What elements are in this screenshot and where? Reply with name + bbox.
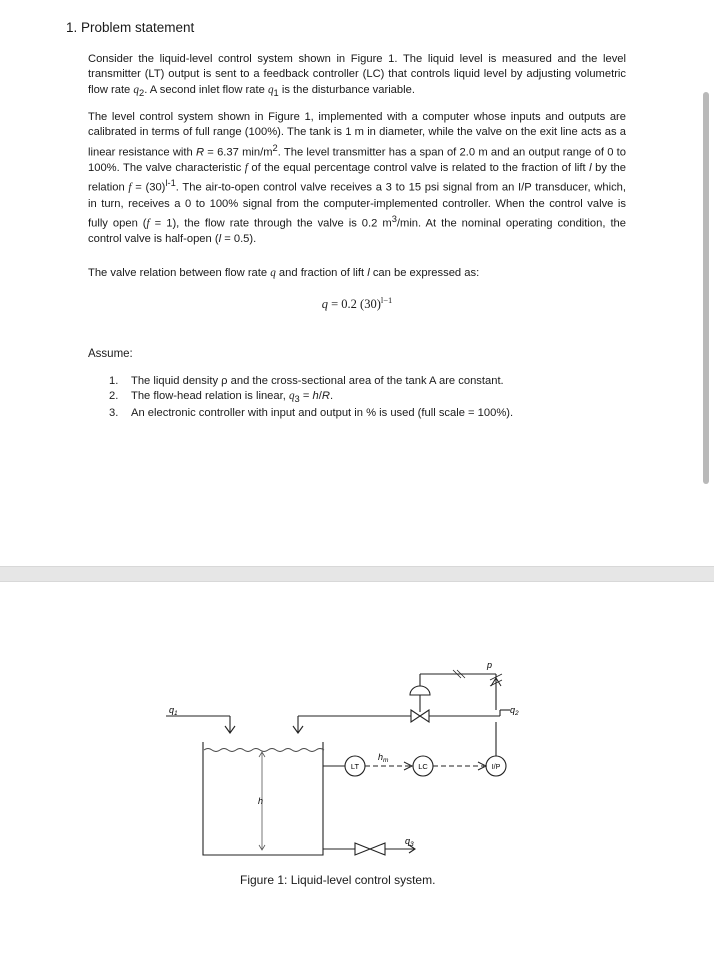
q2-label: $q_2$ <box>510 705 519 717</box>
section-heading: 1. Problem statement <box>66 20 195 35</box>
paragraph-system-description: The level control system shown in Figure 1, implemented with a computer whose inputs and outputs are calibrated in terms of full range (100%). The tank is 1 m in diameter, while the valve on the exit line acts as a linear resistance with R = 6.37 $\min/m^2$. The level transmitter has a span of 2.0 m and an output range of 0 to 100%. The valve characteristic f of the equal percentage control valve is related to the fraction of lift l by the relation $f = (30)^{l-1}$. The air-to-open control valve receives a 3 to 15 psi signal from an I/P transducer, which, in turn, receives a 0 to 100% signal from the computer-implemented controller. When the control valve is fully open (f = 1), the flow rate through the valve is 0.2 $m^3/\min$. At the nominal operating condition, the control valve is half-open (l = 0.5). <box>88 111 627 246</box>
scrollbar[interactable] <box>703 92 709 484</box>
lt-label: LT <box>350 762 360 771</box>
q3-label: $q_3$ <box>405 836 414 848</box>
assumption-item: 3. An electronic controller with input and output in % is used (full scale = 100%). <box>109 407 514 420</box>
paragraph-valve-relation: The valve relation between flow rate q and fraction of lift l can be expressed as: <box>88 267 480 279</box>
page-separator <box>0 566 714 582</box>
assumption-list <box>109 374 513 421</box>
assume-label: Assume: <box>88 348 133 360</box>
document-page-2 <box>0 582 714 960</box>
valve-equation: q = 0.2 $(30)^{l-1}$ <box>321 295 393 312</box>
exit-valve <box>355 843 385 855</box>
liquid-level-system-diagram <box>0 582 714 912</box>
p-label: p <box>487 660 493 670</box>
water-surface <box>204 749 324 752</box>
hm-label: $h_m$ <box>378 752 389 764</box>
assumption-item: 2. The flow-head relation is linear, $q_3 = h/R$. <box>109 389 334 404</box>
figure-caption: Figure 1: Liquid-level control system. <box>240 873 436 887</box>
q1-label: $q_1$ <box>169 705 178 717</box>
ip-label: I/P <box>491 764 501 771</box>
h-label: h <box>258 796 264 806</box>
lc-label: LC <box>418 762 428 771</box>
paragraph-intro: Consider the liquid-level control system shown in Figure 1. The liquid level is measured and the level transmitter (LT) output is sent to a feedback controller (LC) that controls liquid level by adjusting volumetric flow rate $q_2$. A second inlet flow rate $q_1$ is the disturbance variable. <box>88 53 626 99</box>
assumption-item: 1. The liquid density ρ and the cross-sectional area of the tank A are constant. <box>109 375 504 387</box>
